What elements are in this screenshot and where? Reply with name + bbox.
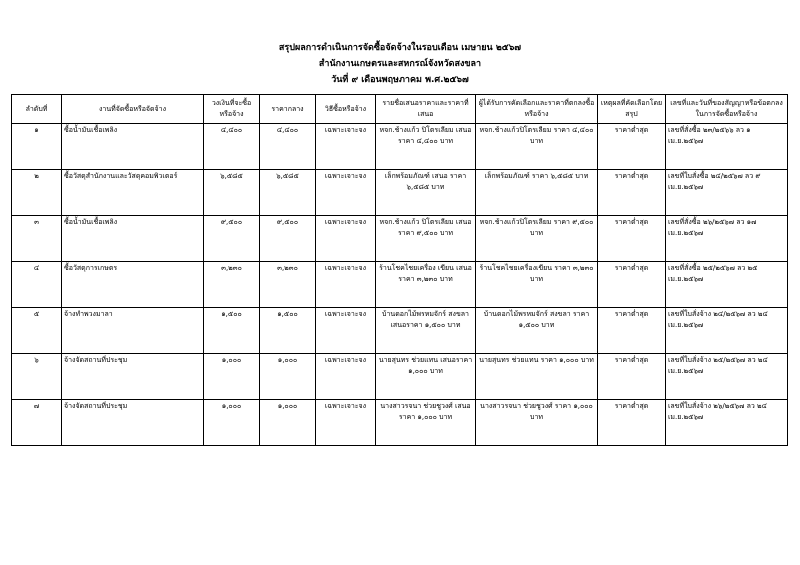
cell-bidders: บ้านดอกไม้พรหมจักร์ สงขลา เสนอราคา ๑,๕๐๐ บาท bbox=[376, 308, 476, 354]
header-no: ลำดับที่ bbox=[12, 95, 62, 124]
header-budget: วงเงินที่จะซื้อหรือจ้าง bbox=[204, 95, 260, 124]
table-row bbox=[12, 400, 788, 446]
table-row bbox=[12, 170, 788, 216]
table-row bbox=[12, 354, 788, 400]
cell-no: ๓ bbox=[12, 216, 62, 262]
cell-budget: ๑,๕๐๐ bbox=[204, 308, 260, 354]
cell-winner: หจก.ช้างแก้วปิโตรเลียม ราคา ๔,๔๐๐ บาท bbox=[476, 124, 598, 170]
cell-budget: ๑,๐๐๐ bbox=[204, 354, 260, 400]
table-row bbox=[12, 308, 788, 354]
cell-reason: ราคาต่ำสุด bbox=[598, 308, 666, 354]
cell-bidders: นางสาวรจนา ช่วยชูวงศ์ เสนอราคา ๑,๐๐๐ บาท bbox=[376, 400, 476, 446]
cell-item: ซื้อน้ำมันเชื้อเพลิง bbox=[62, 216, 204, 262]
document-header bbox=[0, 40, 800, 88]
table-row bbox=[12, 124, 788, 170]
cell-median-price: ๑,๐๐๐ bbox=[260, 400, 316, 446]
cell-budget: ๑,๐๐๐ bbox=[204, 400, 260, 446]
cell-reason: ราคาต่ำสุด bbox=[598, 124, 666, 170]
cell-no: ๒ bbox=[12, 170, 62, 216]
cell-item: ซื้อน้ำมันเชื้อเพลิง bbox=[62, 124, 204, 170]
table-row bbox=[12, 262, 788, 308]
header-contract: เลขที่และวันที่ของสัญญาหรือข้อตกลงในการจัดซื้อหรือจ้าง bbox=[666, 95, 788, 124]
table-row bbox=[12, 216, 788, 262]
cell-item: ซื้อวัสดุสำนักงานและวัสดุคอมพิวเตอร์ bbox=[62, 170, 204, 216]
report-title: สรุปผลการดำเนินการจัดซื้อจัดจ้างในรอบเดือน เมษายน ๒๕๖๗ bbox=[278, 43, 522, 53]
cell-median-price: ๑,๐๐๐ bbox=[260, 354, 316, 400]
cell-bidders: เล็กพร้อมภัณฑ์ เสนอ ราคา ๖,๕๘๕ บาท bbox=[376, 170, 476, 216]
cell-method: เฉพาะเจาะจง bbox=[316, 308, 376, 354]
table-header-row bbox=[12, 95, 788, 124]
header-bidders: รายชื่อเสนอราคาและราคาที่เสนอ bbox=[376, 95, 476, 124]
header-item: งานที่จัดซื้อหรือจัดจ้าง bbox=[62, 95, 204, 124]
cell-bidders: หจก.ช้างแก้ว ปิโตรเลียม เสนอราคา ๔,๔๐๐ บาท bbox=[376, 124, 476, 170]
office-name: สำนักงานเกษตรและสหกรณ์จังหวัดสงขลา bbox=[318, 59, 482, 69]
cell-bidders: นายสุนทร ช่วยแทน เสนอราคา ๑,๐๐๐ บาท bbox=[376, 354, 476, 400]
cell-budget: ๓,๒๓๐ bbox=[204, 262, 260, 308]
cell-item: จ้างจัดสถานที่ประชุม bbox=[62, 400, 204, 446]
cell-no: ๖ bbox=[12, 354, 62, 400]
cell-median-price: ๔,๔๐๐ bbox=[260, 124, 316, 170]
cell-method: เฉพาะเจาะจง bbox=[316, 262, 376, 308]
cell-no: ๑ bbox=[12, 124, 62, 170]
cell-reason: ราคาต่ำสุด bbox=[598, 262, 666, 308]
cell-median-price: ๓,๒๓๐ bbox=[260, 262, 316, 308]
header-reason: เหตุผลที่คัดเลือกโดยสรุป bbox=[598, 95, 666, 124]
cell-median-price: ๙,๕๐๐ bbox=[260, 216, 316, 262]
header-median-price: ราคากลาง bbox=[260, 95, 316, 124]
cell-reason: ราคาต่ำสุด bbox=[598, 354, 666, 400]
cell-contract: เลขที่ใบสั่งจ้าง ๒๔/๒๕๖๗ ลว ๒๔ เม.ย.๒๕๖๗ bbox=[666, 308, 788, 354]
cell-method: เฉพาะเจาะจง bbox=[316, 124, 376, 170]
procurement-table bbox=[11, 94, 788, 446]
cell-winner: บ้านดอกไม้พรหมจักร์ สงขลา ราคา ๑,๕๐๐ บาท bbox=[476, 308, 598, 354]
cell-method: เฉพาะเจาะจง bbox=[316, 170, 376, 216]
cell-no: ๗ bbox=[12, 400, 62, 446]
cell-bidders: หจก.ช้างแก้ว ปิโตรเลียม เสนอราคา ๙,๕๐๐ บาท bbox=[376, 216, 476, 262]
report-date: วันที่ ๙ เดือนพฤษภาคม พ.ศ.๒๕๖๗ bbox=[331, 75, 469, 85]
cell-reason: ราคาต่ำสุด bbox=[598, 400, 666, 446]
cell-budget: ๖,๕๘๕ bbox=[204, 170, 260, 216]
cell-budget: ๙,๕๐๐ bbox=[204, 216, 260, 262]
cell-winner: นางสาวรจนา ช่วยชูวงศ์ ราคา ๑,๐๐๐ บาท bbox=[476, 400, 598, 446]
cell-winner: ร้านโชคไชยเครื่องเขียน ราคา ๓,๒๓๐ บาท bbox=[476, 262, 598, 308]
cell-contract: เลขที่สั่งซื้อ ๒๖/๒๕๖๗ ลว ๑๗ เม.ย.๒๕๖๗ bbox=[666, 216, 788, 262]
cell-median-price: ๑,๕๐๐ bbox=[260, 308, 316, 354]
cell-no: ๔ bbox=[12, 262, 62, 308]
cell-bidders: ร้านโชคไชยเครื่อง เขียน เสนอราคา ๓,๒๓๐ บาท bbox=[376, 262, 476, 308]
cell-reason: ราคาต่ำสุด bbox=[598, 170, 666, 216]
cell-method: เฉพาะเจาะจง bbox=[316, 400, 376, 446]
cell-method: เฉพาะเจาะจง bbox=[316, 354, 376, 400]
cell-contract: เลขที่ใบสั่งซื้อ ๒๔/๒๕๖๗ ลว ๙ เม.ย.๒๕๖๗ bbox=[666, 170, 788, 216]
cell-item: จ้างทำพวงมาลา bbox=[62, 308, 204, 354]
cell-item: จ้างจัดสถานที่ประชุม bbox=[62, 354, 204, 400]
cell-budget: ๔,๔๐๐ bbox=[204, 124, 260, 170]
header-method: วิธีซื้อหรือจ้าง bbox=[316, 95, 376, 124]
cell-no: ๕ bbox=[12, 308, 62, 354]
cell-reason: ราคาต่ำสุด bbox=[598, 216, 666, 262]
cell-contract: เลขที่ใบสั่งจ้าง ๒๖/๒๕๖๗ ลว ๒๔ เม.ย.๒๕๖๗ bbox=[666, 400, 788, 446]
cell-median-price: ๖,๕๘๕ bbox=[260, 170, 316, 216]
cell-contract: เลขที่สั่งซื้อ ๒๓/๒๕๖๖ ลว ๑ เม.ย.๒๕๖๗ bbox=[666, 124, 788, 170]
cell-contract: เลขที่ใบสั่งจ้าง ๒๕/๒๕๖๗ ลว ๒๔ เม.ย.๒๕๖๗ bbox=[666, 354, 788, 400]
cell-method: เฉพาะเจาะจง bbox=[316, 216, 376, 262]
header-winner: ผู้ได้รับการคัดเลือกและราคาที่ตกลงซื้อหรือจ้าง bbox=[476, 95, 598, 124]
cell-winner: หจก.ช้างแก้วปิโตรเลียม ราคา ๙,๕๐๐ บาท bbox=[476, 216, 598, 262]
cell-item: ซื้อวัสดุการเกษตร bbox=[62, 262, 204, 308]
cell-contract: เลขที่สั่งซื้อ ๒๕/๒๕๖๗ ลว ๒๕ เม.ย.๒๕๖๗ bbox=[666, 262, 788, 308]
cell-winner: นายสุนทร ช่วยแทน ราคา ๑,๐๐๐ บาท bbox=[476, 354, 598, 400]
cell-winner: เล็กพร้อมภัณฑ์ ราคา ๖,๕๘๕ บาท bbox=[476, 170, 598, 216]
